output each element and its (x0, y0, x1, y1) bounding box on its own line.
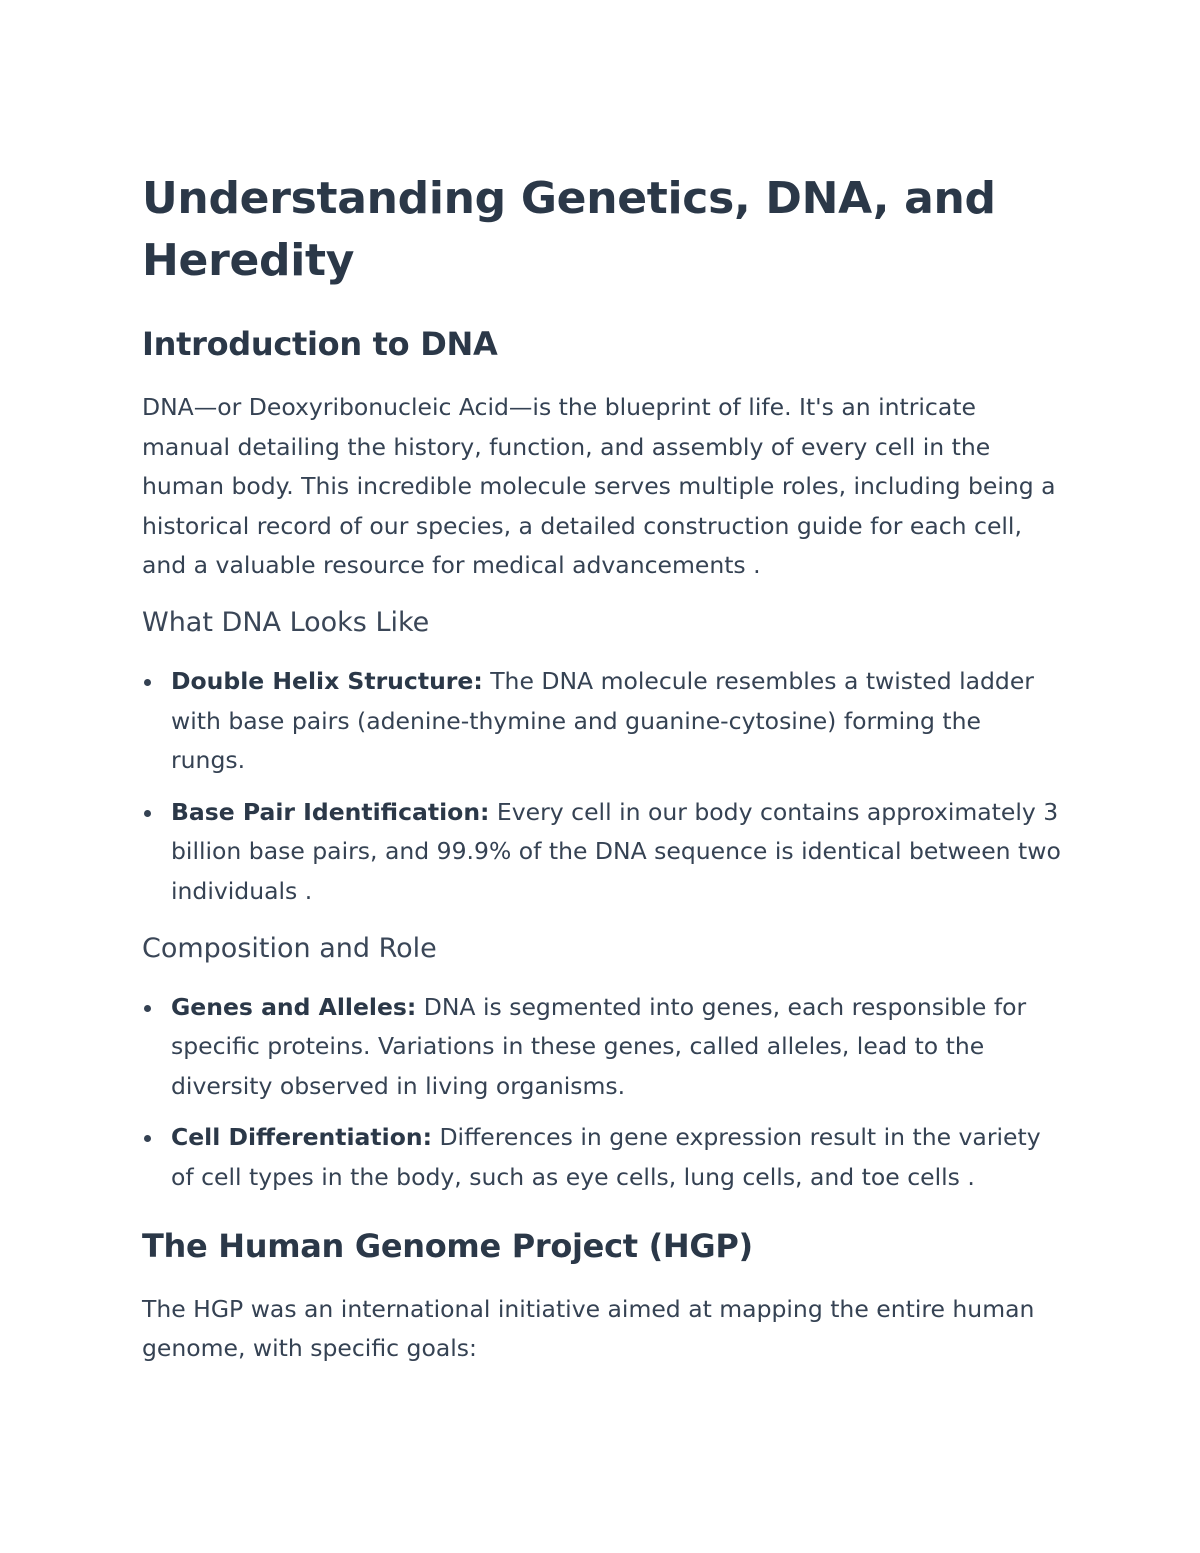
subsection-heading-what-dna-looks-like: What DNA Looks Like (142, 606, 430, 638)
bullet-text: Differences in gene expression result in the variety of cell types in the body, such as eye cells, lung cells, and toe cells . (171, 1123, 1041, 1191)
list-item (142, 1118, 1062, 1197)
document-page (142, 168, 1062, 1369)
subsection-heading-composition-and-role: Composition and Role (142, 932, 437, 964)
list-item (142, 793, 1062, 912)
list-item (142, 662, 1062, 781)
bullet-dot-icon (144, 1135, 151, 1142)
bullet-term: Cell Differentiation: (171, 1123, 432, 1152)
document-title: Understanding Genetics, DNA, and Heredity (142, 173, 996, 286)
section-heading-introduction: Introduction to DNA (142, 325, 498, 363)
bullet-dot-icon (144, 679, 151, 686)
bullet-dot-icon (144, 1005, 151, 1012)
bullet-text: DNA is segmented into genes, each responsible for specific proteins. Variations in these genes, called alleles, lead to the diversity observed in living organisms. (171, 992, 1027, 1100)
bullet-list-composition (142, 988, 1062, 1198)
bullet-dot-icon (144, 810, 151, 817)
section-heading-human-genome-project: The Human Genome Project (HGP) (142, 1226, 753, 1265)
intro-paragraph: DNA—or Deoxyribonucleic Acid—is the blueprint of life. It's an intricate manual detailing the history, function, and assembly of every cell in the human body. This incredible molecule serves multiple roles, including being a historical record of our species, a detailed construction guide for each cell, and a valuable resource for medical advancements . (142, 393, 1056, 580)
bullet-text: Every cell in our body contains approximately 3 billion base pairs, and 99.9% of the DNA sequence is identical between two individuals . (171, 797, 1061, 905)
list-item (142, 988, 1062, 1107)
bullet-term: Double Helix Structure: (171, 666, 483, 695)
bullet-list-dna-structure (142, 662, 1062, 912)
bullet-term: Genes and Alleles: (171, 992, 417, 1021)
hgp-paragraph: The HGP was an international initiative aimed at mapping the entire human genome, with specific goals: (142, 1294, 1035, 1363)
bullet-term: Base Pair Identification: (171, 797, 490, 826)
bullet-text: The DNA molecule resembles a twisted ladder with base pairs (adenine-thymine and guanine-cytosine) forming the rungs. (171, 666, 1034, 775)
